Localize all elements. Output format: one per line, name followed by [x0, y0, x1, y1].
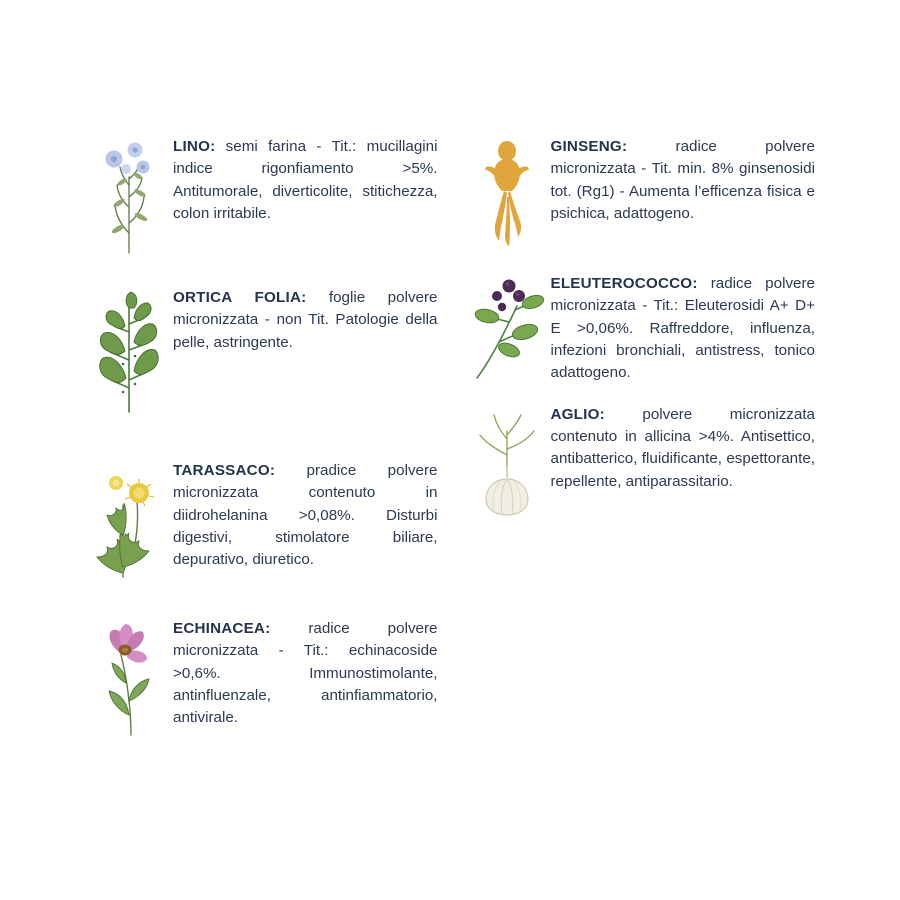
entry-ortica-folia: [85, 286, 438, 414]
entry-text: [551, 403, 816, 493]
entry-text: [551, 135, 816, 225]
entry-eleuterococco: [463, 272, 816, 385]
entry-description: radice polvere micronizzata - Tit.: echinacoside >0,6%. Immunostimolante, antinfluenzale, antinfiammatorio, antivirale.: [173, 620, 438, 727]
nettle-plant-icon: [85, 286, 173, 414]
entry-description: foglie polvere micronizzata - non Tit. Patologie della pelle, astringente.: [173, 289, 438, 351]
entry-tarassaco: [85, 459, 438, 581]
garlic-bulb-icon: [463, 403, 551, 521]
entry-description: polvere micronizzata contenuto in allicina >4%. Antisettico, antibatterico, fluidificante, espettorante, repellente, antiparassitario.: [550, 405, 815, 490]
entry-term: GINSENG:: [550, 138, 628, 155]
entry-ginseng: [463, 135, 816, 247]
right-column: [463, 135, 816, 737]
flax-plant-icon: [85, 135, 173, 255]
entry-description: radice polvere micronizzata - Tit. min. 8% ginsenosidi tot. (Rg1) - Aumenta l’efficenza fisica e psichica, adattogeno.: [550, 138, 815, 223]
entry-text: [173, 459, 438, 572]
entry-term: LINO:: [173, 138, 216, 155]
entry-aglio: [463, 403, 816, 521]
entry-text: [173, 617, 438, 730]
eleuthero-plant-icon: [463, 272, 551, 382]
entry-term: AGLIO:: [550, 405, 605, 423]
dandelion-plant-icon: [85, 459, 173, 581]
ginseng-root-icon: [463, 135, 551, 247]
left-column: [85, 135, 438, 737]
entry-text: [173, 286, 438, 354]
entry-description: radice polvere micronizzata - Tit.: Eleuterosidi A+ D+ E >0,06%. Raffreddore, influenza, infezioni bronchiali, antistress, tonico adattogeno.: [550, 275, 815, 382]
entry-term: ECHINACEA:: [173, 620, 271, 637]
entry-text: [173, 135, 438, 225]
entry-lino: [85, 135, 438, 255]
entry-term: ELEUTEROCOCCO:: [550, 275, 698, 292]
entry-description: pradice polvere micronizzata contenuto in diidrohelanina >0,08%. Disturbi digestivi, stimolatore biliare, depurativo, diuretico.: [173, 462, 438, 569]
echinacea-plant-icon: [85, 617, 173, 737]
entry-text: [551, 272, 816, 385]
entry-term: ORTICA FOLIA:: [173, 289, 307, 306]
entry-description: semi farina - Tit.: mucillagini indice rigonfiamento >5%. Antitumorale, diverticolite, stitichezza, colon irritabile.: [173, 138, 438, 223]
entry-term: TARASSACO:: [173, 462, 276, 479]
two-column-layout: [85, 135, 815, 737]
entry-echinacea: [85, 617, 438, 737]
